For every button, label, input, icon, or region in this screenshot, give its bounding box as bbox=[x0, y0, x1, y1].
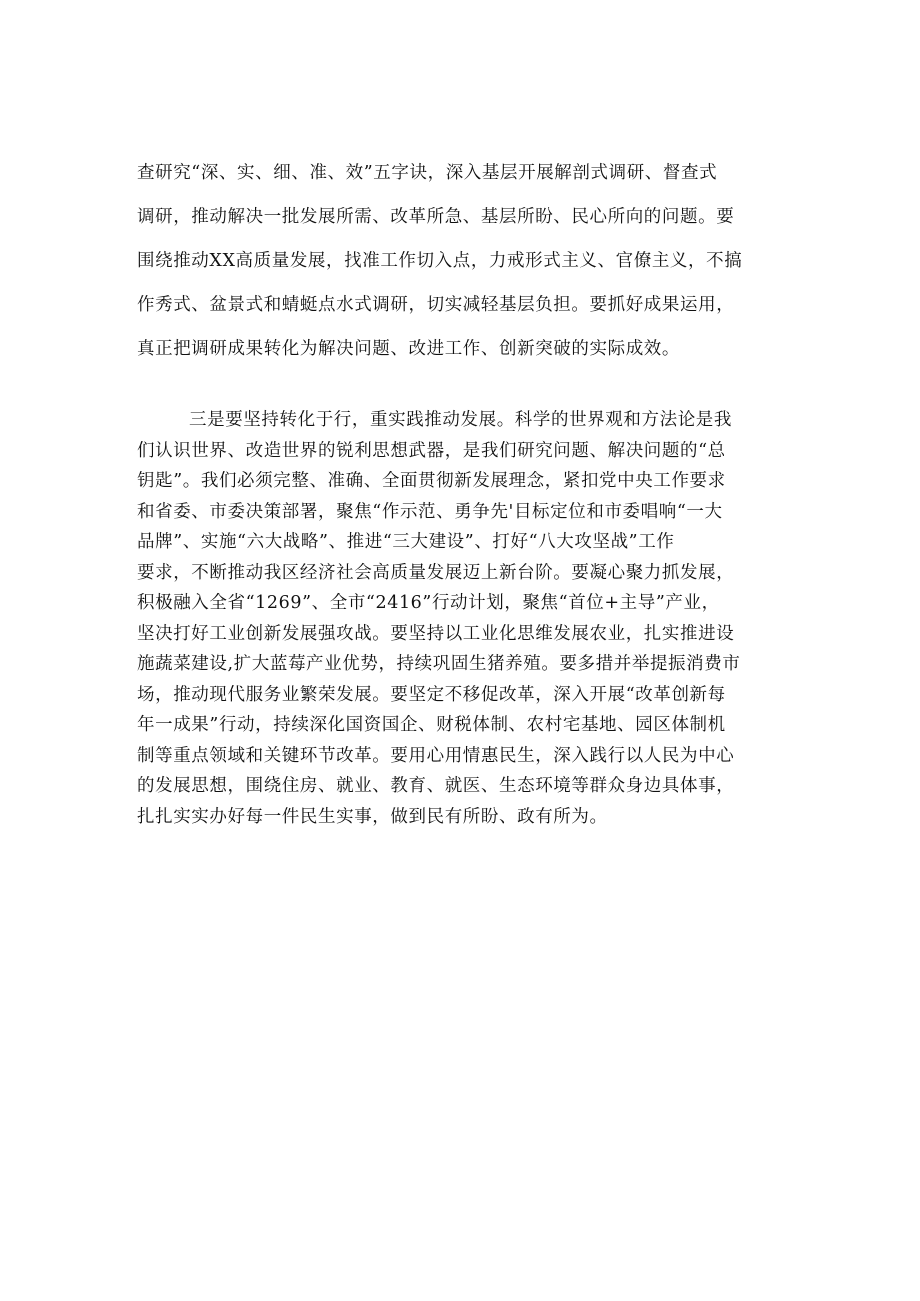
text-line: 施蔬菜建设,扩大蓝莓产业优势，持续巩固生猪养殖。要多措并举提振消费市 bbox=[137, 654, 741, 674]
text-line: 真正把调研成果转化为解决问题、改进工作、创新突破的实际成效。 bbox=[137, 339, 680, 359]
text-line: 年一成果”行动，持续深化国资国企、财税体制、农村宅基地、园区体制机 bbox=[137, 715, 726, 735]
text-line: 和省委、市委决策部署，聚焦“作示范、勇争先'目标定位和市委唱响“一大 bbox=[137, 501, 723, 522]
text-line: 围绕推动XX高质量发展，找准工作切入点，力戒形式主义、官僚主义，不搞 bbox=[137, 251, 743, 271]
text-line: 钥匙”。我们必须完整、准确、全面贯彻新发展理念，紧扣党中央工作要求 bbox=[137, 471, 726, 491]
text-line: 制等重点领域和关键环节改革。要用心用情惠民生，深入践行以人民为中心 bbox=[137, 745, 735, 766]
paragraph-practice-development bbox=[137, 405, 797, 832]
text-line: 坚决打好工业创新发展强攻战。要坚持以工业化思维发展农业，扎实推进设 bbox=[137, 623, 735, 644]
text-line: 调研，推动解决一批发展所需、改革所急、基层所盼、民心所向的问题。要 bbox=[137, 207, 735, 227]
text-line: 查研究“深、实、细、准、效”五字诀，深入基层开展解剖式调研、督查式 bbox=[137, 163, 718, 183]
text-line: 们认识世界、改造世界的锐利思想武器，是我们研究问题、解决问题的“总 bbox=[137, 440, 726, 461]
text-line: 作秀式、盆景式和蜻蜓点水式调研，切实减轻基层负担。要抓好成果运用， bbox=[137, 295, 735, 315]
paragraph-research-methods bbox=[137, 157, 797, 377]
text-line: 积极融入全省“1269”、全市“2416”行动计划，聚焦“首位+主导”产业， bbox=[137, 593, 720, 613]
text-line: 扎扎实实办好每一件民生实事，做到民有所盼、政有所为。 bbox=[137, 806, 608, 827]
text-line: 三是要坚持转化于行，重实践推动发展。科学的世界观和方法论是我 bbox=[189, 410, 732, 430]
text-line: 场，推动现代服务业繁荣发展。要坚定不移促改革，深入开展“改革创新每 bbox=[137, 684, 726, 705]
text-line: 的发展思想，围绕住房、就业、教育、就医、生态环境等群众身边具体事， bbox=[137, 776, 735, 796]
text-line: 要求，不断推动我区经济社会高质量发展迈上新台阶。要凝心聚力抓发展， bbox=[137, 562, 735, 583]
text-line: 品牌”、实施“六大战略”、推进“三大建设”、打好“八大攻坚战”工作 bbox=[137, 532, 675, 552]
